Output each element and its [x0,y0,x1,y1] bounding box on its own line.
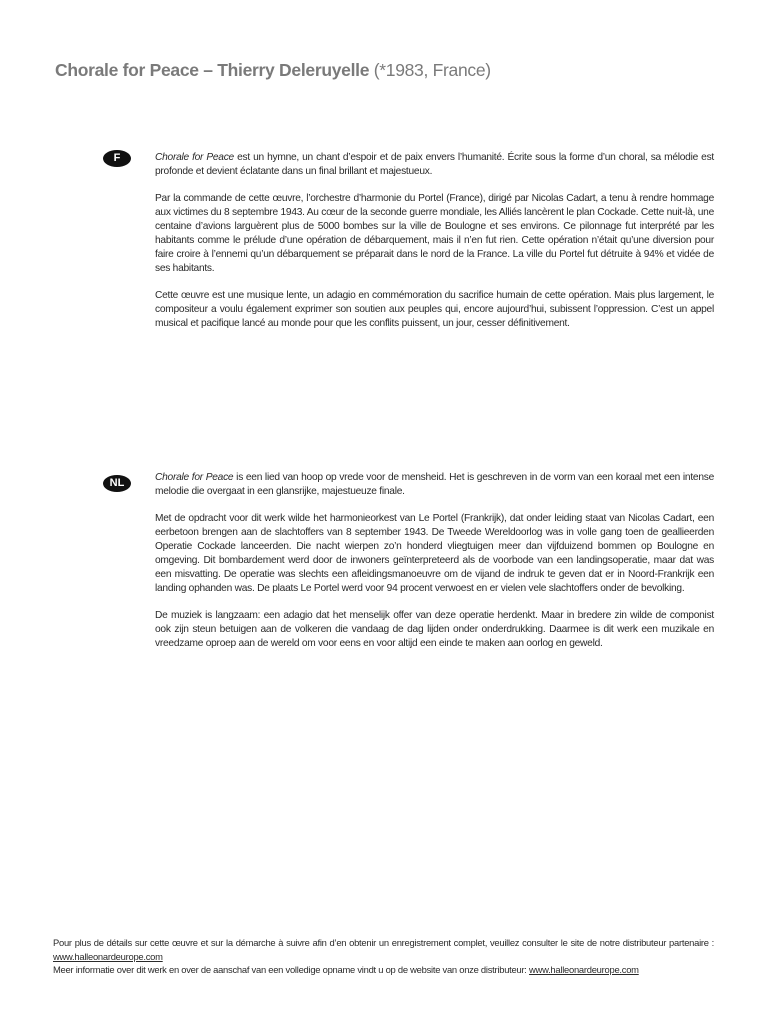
language-badge-fr: F [103,150,131,167]
footer-fr-text: Pour plus de détails sur cette œuvre et sur la démarche à suivre afin d’en obtenir un enregistrement complet, veuillez consulter le site de notre distributeur partenaire : [53,937,714,948]
paragraph: De muziek is langzaam: een adagio dat het menselijk offer van deze operatie herdenkt. Maar in bredere zin wilde de componist ook zijn steun betuigen aan de volkeren die vandaag de dag lijden onder onderdrukking. Daarmee is dit werk een muzikale en vreedzame oproep aan de wereld om voor eens en voor altijd een einde te maken aan oorlog en geweld. [155,610,714,649]
paragraph-text: est un hymne, un chant d’espoir et de paix envers l’humanité. Écrite sous la forme d’un choral, sa mélodie est profonde et devient éclatante dans un final brillant et majestueux. [155,152,714,177]
section-fr [155,151,714,344]
section-nl [155,471,714,664]
title-sub: (*1983, France) [369,60,491,80]
distributor-link-fr[interactable]: www.halleonardeurope.com [53,950,163,962]
footer-nl-text: Meer informatie over dit werk en over de aanschaf van een volledige opname vindt u op de website van onze distributeur: [53,964,530,975]
work-title: Chorale for Peace [155,472,234,483]
footer-fr [53,936,714,963]
paragraph [155,151,714,179]
footer [53,936,714,977]
paragraph: Par la commande de cette œuvre, l’orchestre d’harmonie du Portel (France), dirigé par Nicolas Cadart, a tenu à rendre hommage aux victimes du 8 septembre 1943. Au cœur de la seconde guerre mondiale, les Alliés lancèrent le plan Cockade. Cette nuit-là, une centaine d’avions larguèrent plus de 5000 bombes sur la ville de Boulogne et ses environs. Ce pilonnage fut interprété par les habitants comme le prélude d’une opération de débarquement, mais il n’en fut rien. Cette opération n’était qu’une diversion pour faire croire à l’ennemi qu’un débarquement se préparait dans le nord de la France. La ville du Portel fut détruite à 94% et vidée de ses habitants. [155,193,714,274]
language-badge-nl: NL [103,475,131,492]
paragraph: Met de opdracht voor dit werk wilde het harmonieorkest van Le Portel (Frankrijk), dat onder leiding staat van Nicolas Cadart, een eerbetoon brengen aan de slachtoffers van 8 september 1943. De Tweede Wereldoorlog was in volle gang toen de geallieerden Operatie Cockade lanceerden. Die nacht wierpen zo’n honderd vliegtuigen meer dan vijfduizend bommen op Boulogne en omgeving. Dit bombardement werd door de inwoners geïnterpreteerd als de voorbode van een landingsoperatie, maar dat was een misvatting. De operatie was slechts een afleidingsmanoeuvre om de vijand de indruk te geven dat er in Noord-Frankrijk een landing ophanden was. De plaats Le Portel werd voor 94 procent verwoest en er vielen vele slachtoffers onder de bevolking. [155,513,714,594]
paragraph: Cette œuvre est une musique lente, un adagio en commémoration du sacrifice humain de cette opération. Mais plus largement, le compositeur a voulu également exprimer son soutien aux peuples qui, encore aujourd’hui, subissent l’oppression. C’est un appel musical et pacifique lancé au monde pour que les conflits puissent, un jour, cesser définitivement. [155,290,714,329]
page-title [55,60,491,81]
distributor-link-nl[interactable]: www.halleonardeurope.com [529,964,639,975]
work-title: Chorale for Peace [155,152,234,163]
title-main: Chorale for Peace – Thierry Deleruyelle [55,60,370,80]
footer-nl [53,963,714,977]
paragraph-text: is een lied van hoop op vrede voor de mensheid. Het is geschreven in de vorm van een koraal met een intense melodie die overgaat in een glansrijke, majestueuze finale. [155,472,714,497]
paragraph [155,471,714,499]
